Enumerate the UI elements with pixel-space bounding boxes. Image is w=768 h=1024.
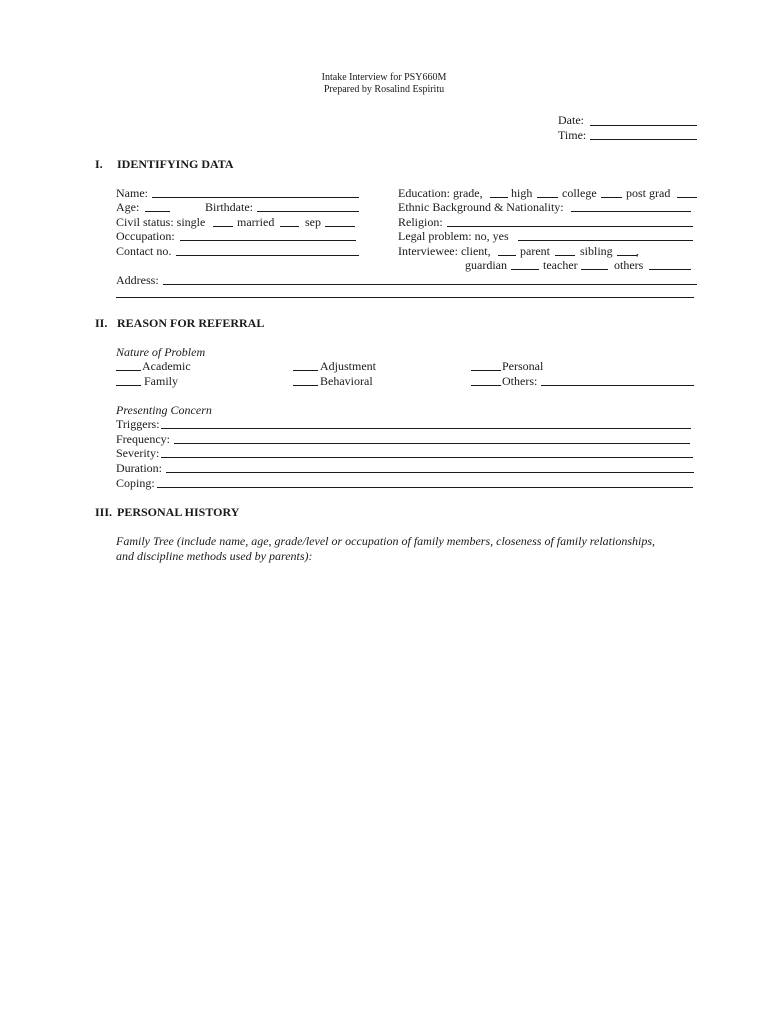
ethnic-label: Ethnic Background & Nationality: — [398, 200, 564, 214]
legal-field[interactable] — [518, 240, 693, 241]
religion-label: Religion: — [398, 215, 443, 229]
form-title: Intake Interview for PSY660M — [321, 72, 447, 83]
legal-label: Legal problem: no, yes — [398, 229, 509, 243]
adjustment-label: Adjustment — [320, 359, 376, 373]
teacher-label: teacher — [543, 258, 578, 272]
guardian-field[interactable] — [511, 269, 539, 270]
presenting-concern-heading: Presenting Concern — [116, 403, 212, 417]
single-field[interactable] — [213, 226, 233, 227]
ethnic-field[interactable] — [571, 211, 691, 212]
duration-field[interactable] — [166, 472, 694, 473]
severity-field[interactable] — [161, 457, 693, 458]
nature-of-problem-heading: Nature of Problem — [116, 345, 206, 359]
others-check-field[interactable] — [471, 385, 501, 386]
form-author: Prepared by Rosalind Espiritu — [323, 84, 445, 95]
guardian-label: guardian — [465, 258, 507, 272]
family-tree-instructions-line-1: Family Tree (include name, age, grade/level or occupation of family members, closeness of family relationships, — [116, 534, 656, 548]
coping-label: Coping: — [116, 476, 155, 490]
grade-field[interactable] — [490, 197, 508, 198]
address-label: Address: — [116, 273, 159, 287]
section-2-title: REASON FOR REFERRAL — [117, 316, 265, 330]
education-label: Education: grade, — [398, 186, 483, 200]
parent-field[interactable] — [555, 255, 575, 256]
coping-field[interactable] — [157, 487, 693, 488]
personal-field[interactable] — [471, 370, 501, 371]
married-field[interactable] — [280, 226, 299, 227]
behavioral-label: Behavioral — [320, 374, 373, 388]
time-label: Time: — [558, 128, 587, 142]
section-2-numeral: II. — [95, 316, 108, 330]
post-grad-field[interactable] — [677, 197, 697, 198]
age-label: Age: — [116, 200, 140, 214]
section-3-numeral: III. — [95, 505, 113, 519]
post-grad-label: post grad — [626, 186, 671, 200]
college-field[interactable] — [601, 197, 622, 198]
frequency-label: Frequency: — [116, 432, 170, 446]
family-label: Family — [144, 374, 179, 388]
section-1-numeral: I. — [95, 157, 103, 171]
form-page: Intake Interview for PSY660M Prepared by Rosalind Espiritu Date: Time: I. IDENTIFYING DATA Name: Age: Birthdate: Civil status: single married sep Occupation: Contact no. Education: grade, high college post grad Ethnic Background & Nationality: Religion: Legal problem: no, yes Interviewee: client, parent sibling , guardian teacher others Address: II. REASON FOR REFERRAL Nature of Problem Academic Adjustment Personal Family Behavioral Others: Presenting Concern Triggers: Frequency: Severity: Duration: Coping: III. PERSONAL HISTORY Family Tree (include name, age, grade/level or occupation of family members, closeness of family relationships, and discipline methods used by parents): — [0, 0, 768, 1024]
address-field[interactable] — [163, 284, 697, 285]
severity-label: Severity: — [116, 446, 160, 460]
name-field[interactable] — [152, 197, 359, 198]
interviewee-label: Interviewee: client, — [398, 244, 491, 258]
occupation-field[interactable] — [180, 240, 356, 241]
triggers-label: Triggers: — [116, 417, 160, 431]
others-problem-field[interactable] — [541, 385, 694, 386]
age-field[interactable] — [145, 211, 170, 212]
date-field[interactable] — [590, 125, 697, 126]
name-label: Name: — [116, 186, 148, 200]
parent-label: parent — [520, 244, 550, 258]
college-label: college — [562, 186, 597, 200]
family-field[interactable] — [116, 385, 141, 386]
personal-label: Personal — [502, 359, 544, 373]
others-field[interactable] — [649, 269, 691, 270]
academic-field[interactable] — [116, 370, 141, 371]
time-field[interactable] — [590, 139, 697, 140]
contact-label: Contact no. — [116, 244, 172, 258]
frequency-field[interactable] — [174, 443, 690, 444]
academic-label: Academic — [142, 359, 191, 373]
others-problem-label: Others: — [502, 374, 538, 388]
section-3-title: PERSONAL HISTORY — [117, 505, 240, 519]
contact-field[interactable] — [176, 255, 359, 256]
sibling-label: sibling — [580, 244, 613, 258]
sep-field[interactable] — [325, 226, 355, 227]
date-label: Date: — [558, 113, 584, 127]
others-label: others — [614, 258, 644, 272]
high-label: high — [511, 186, 533, 200]
sibling-field[interactable] — [617, 255, 637, 256]
high-field[interactable] — [537, 197, 558, 198]
adjustment-field[interactable] — [293, 370, 318, 371]
triggers-field[interactable] — [161, 428, 691, 429]
teacher-field[interactable] — [581, 269, 608, 270]
client-field[interactable] — [498, 255, 516, 256]
religion-field[interactable] — [447, 226, 693, 227]
behavioral-field[interactable] — [293, 385, 318, 386]
occupation-label: Occupation: — [116, 229, 175, 243]
address-field-2[interactable] — [116, 297, 694, 298]
married-label: married — [237, 215, 275, 229]
sep-label: sep — [305, 215, 321, 229]
family-tree-instructions-line-2: and discipline methods used by parents): — [116, 549, 313, 563]
section-1-title: IDENTIFYING DATA — [117, 157, 234, 171]
duration-label: Duration: — [116, 461, 162, 475]
civil-status-label: Civil status: single — [116, 215, 206, 229]
birthdate-field[interactable] — [257, 211, 359, 212]
birthdate-label: Birthdate: — [205, 200, 253, 214]
